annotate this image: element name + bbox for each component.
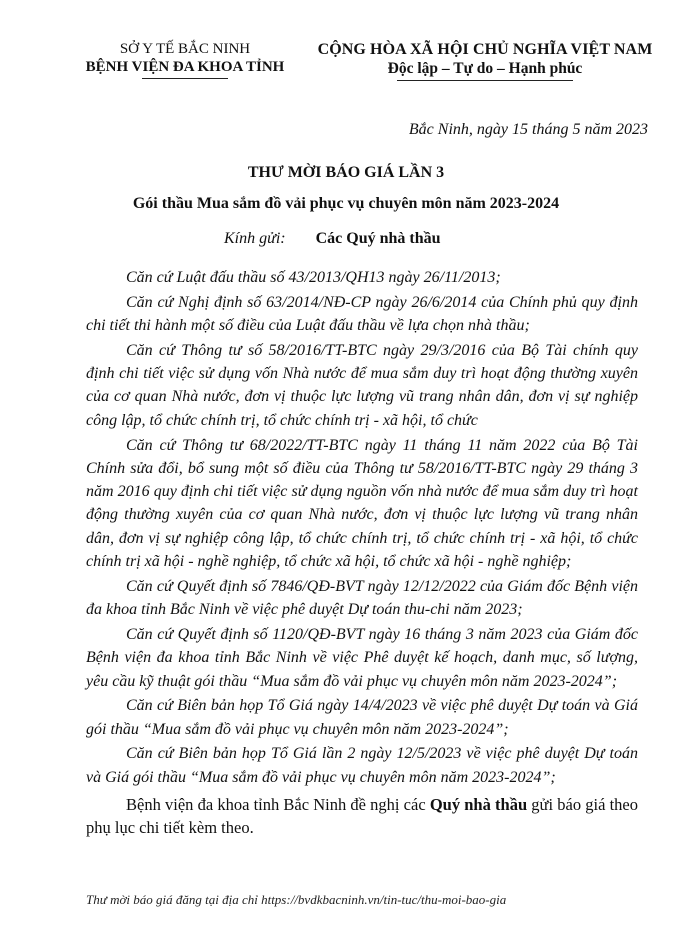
document-subtitle: Gói thầu Mua sắm đồ vải phục vụ chuyên môn năm 2023-2024: [132, 195, 560, 212]
agency-header: [60, 40, 310, 79]
legal-basis-paragraph: Căn cứ Thông tư 68/2022/TT-BTC ngày 11 tháng 11 năm 2022 của Bộ Tài Chính sửa đổi, bổ sung một số điều của Thông tư 58/2016/TT-BTC ngày 29 tháng 3 năm 2016 quy định chi tiết việc sử dụng nguồn vốn nhà nước để mua sắm duy trì hoạt động thường xuyên của cơ quan Nhà nước, đơn vị thuộc lực lượng vũ trang nhân dân, đơn vị sự nghiệp công lập, tổ chức chính trị, tổ chức chính trị - xã hội, tổ chức chính trị xã hội - nghề nghiệp, tổ chức xã hội, tổ chức xã hội - nghề nghiệp;: [86, 436, 638, 571]
recipient-label: Kính gửi:: [224, 230, 286, 247]
national-title: CỘNG HÒA XÃ HỘI CHỦ NGHĨA VIỆT NAM: [317, 41, 653, 58]
recipient-value: Các Quý nhà thầu: [315, 230, 441, 247]
national-motto: Độc lập – Tự do – Hạnh phúc: [387, 60, 583, 77]
motto-underline: [397, 80, 573, 81]
closing-text-end: gửi báo giá theo phụ lục chi tiết kèm theo.: [86, 795, 638, 838]
legal-basis-paragraph: Căn cứ Biên bản họp Tổ Giá lần 2 ngày 12/5/2023 về việc phê duyệt Dự toán và Giá gói thầu “Mua sắm đồ vải phục vụ chuyên môn năm 2023-2024”;: [86, 745, 638, 786]
legal-basis-paragraph: Căn cứ Quyết định số 7846/QĐ-BVT ngày 12/12/2022 của Giám đốc Bệnh viện đa khoa tỉnh Bắc Ninh về việc phê duyệt Dự toán thu-chi năm 2023;: [86, 577, 638, 619]
agency-underline: [142, 78, 228, 79]
legal-basis-paragraph: Căn cứ Thông tư số 58/2016/TT-BTC ngày 29/3/2016 của Bộ Tài chính quy định chi tiết việc sử dụng vốn Nhà nước để mua sắm duy trì hoạt động thường xuyên của cơ quan Nhà nước, đơn vị thuộc lực lượng vũ trang nhân dân, đơn vị sự nghiệp công lập, tổ chức chính trị, tổ chức chính trị - xã hội, tổ chức: [86, 341, 638, 429]
closing-paragraph: [86, 793, 638, 840]
recipient-line: [224, 230, 441, 248]
legal-basis-paragraph: Căn cứ Biên bản họp Tổ Giá ngày 14/4/2023 về việc phê duyệt Dự toán và Giá gói thầu “Mua sắm đồ vải phục vụ chuyên môn năm 2023-2024”;: [86, 697, 638, 738]
closing-text-start: Bệnh viện đa khoa tỉnh Bắc Ninh đề nghị các: [126, 795, 430, 815]
legal-basis-paragraph: Căn cứ Quyết định số 1120/QĐ-BVT ngày 16 tháng 3 năm 2023 của Giám đốc Bệnh viện đa khoa tỉnh Bắc Ninh về việc Phê duyệt kế hoạch, danh mục, số lượng, yêu cầu kỹ thuật gói thầu “Mua sắm đồ vải phục vụ chuyên môn năm 2023-2024”;: [86, 625, 638, 690]
agency-parent: SỞ Y TẾ BẮC NINH: [119, 41, 251, 57]
national-header: [300, 40, 670, 81]
legal-basis-paragraph: Căn cứ Nghị định số 63/2014/NĐ-CP ngày 26/6/2014 của Chính phủ quy định chi tiết thi hành một số điều của Luật đấu thầu về lựa chọn nhà thầu;: [86, 293, 638, 335]
footer-note: Thư mời báo giá đăng tại địa chỉ https://bvdkbacninh.vn/tin-tuc/thu-moi-bao-gia: [86, 892, 507, 907]
document-body: [86, 266, 638, 840]
agency-name: BỆNH VIỆN ĐA KHOA TỈNH: [85, 59, 285, 75]
document-title: THƯ MỜI BÁO GIÁ LẦN 3: [247, 164, 445, 181]
legal-basis-paragraph: Căn cứ Luật đấu thầu số 43/2013/QH13 ngày 26/11/2013;: [126, 269, 501, 286]
document-date: Bắc Ninh, ngày 15 tháng 5 năm 2023: [408, 121, 648, 138]
closing-recipient: Quý nhà thầu: [429, 795, 528, 815]
